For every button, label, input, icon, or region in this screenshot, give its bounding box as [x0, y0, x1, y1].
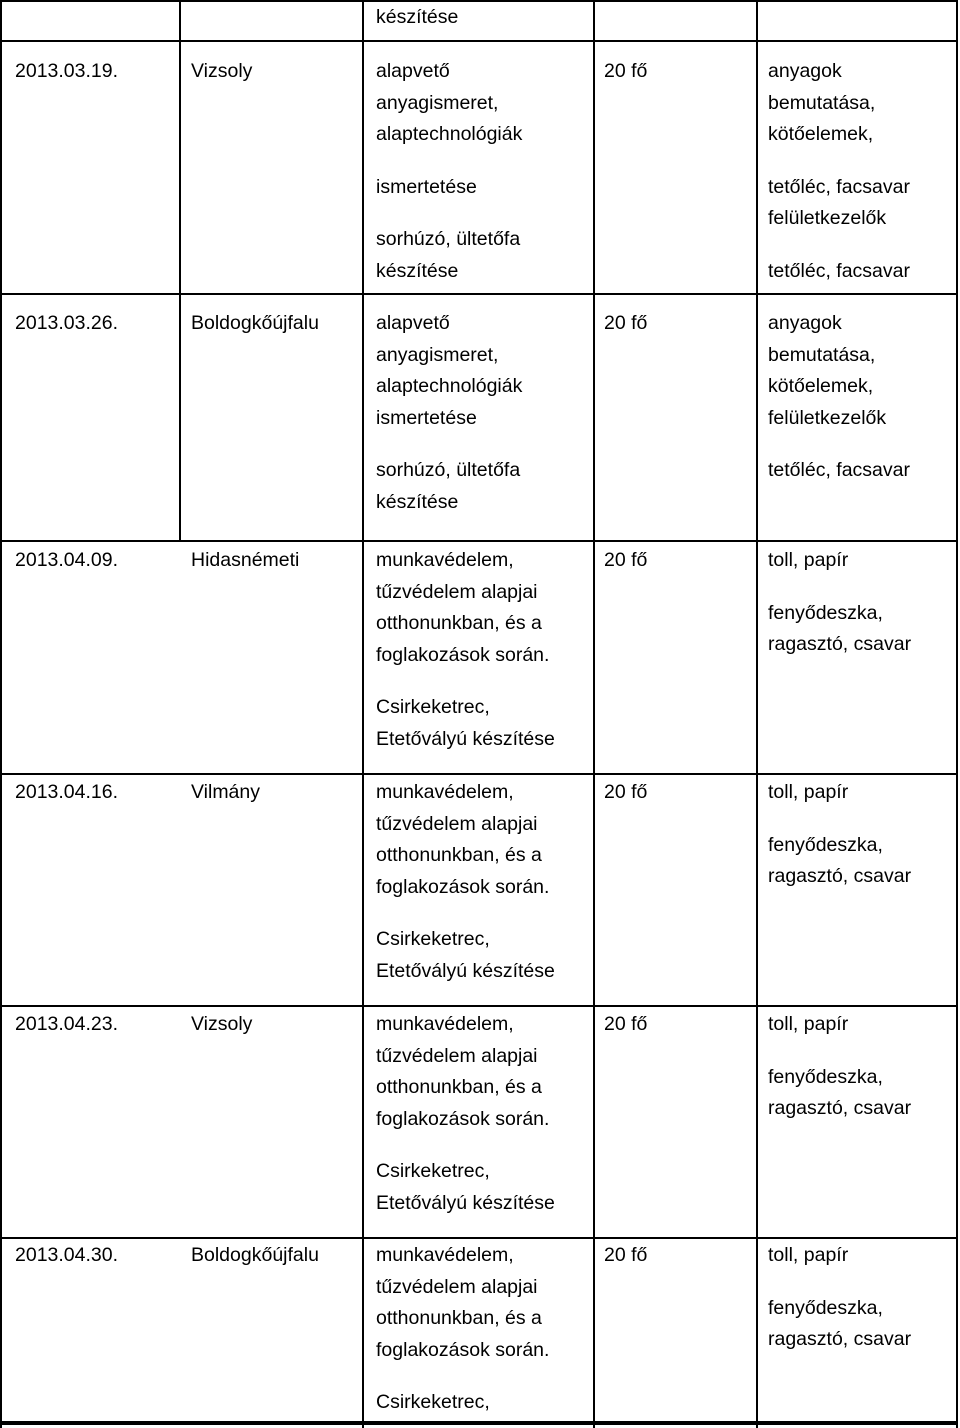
participants-cell: 20 fő — [604, 1013, 648, 1035]
materials-line: anyagok — [768, 60, 842, 82]
topic-line: otthonunkban, és a — [376, 844, 542, 866]
materials-line — [768, 151, 910, 172]
topic-line: foglakozások során. — [376, 1338, 550, 1361]
materials-line: fenyődeszka, — [768, 1065, 883, 1088]
topic-line — [376, 203, 522, 224]
materials-line: toll, papír — [768, 1244, 849, 1266]
row-border — [0, 293, 958, 295]
topic-line — [376, 151, 522, 172]
materials-cell — [768, 1009, 911, 1125]
topic-line: készítése — [376, 259, 459, 282]
topic-line: munkavédelem, — [376, 781, 514, 803]
column-border — [179, 0, 181, 541]
topic-cell — [376, 56, 522, 287]
topic-line: Etetővályú készítése — [376, 727, 555, 750]
participants-cell: 20 fő — [604, 60, 648, 82]
date-cell: 2013.04.16. — [15, 781, 119, 803]
participants-cell: 20 fő — [604, 1244, 648, 1266]
materials-cell — [768, 308, 910, 487]
topic-line — [376, 1366, 549, 1387]
materials-line: felületkezelők — [768, 207, 887, 229]
materials-cell — [768, 56, 910, 287]
materials-line: toll, papír — [768, 549, 849, 571]
column-border — [0, 0, 2, 1428]
materials-line: felületkezelők — [768, 406, 887, 429]
materials-line — [768, 809, 911, 830]
materials-line: fenyődeszka, — [768, 833, 883, 856]
location-cell: Hidasnémeti — [191, 549, 300, 571]
row-border — [0, 1237, 958, 1239]
topic-line: Csirkeketrec, — [376, 696, 490, 718]
table-top-border — [0, 0, 958, 2]
column-border — [593, 0, 595, 1428]
materials-line: ragasztó, csavar — [768, 633, 912, 655]
topic-cell — [376, 1009, 555, 1219]
materials-line: toll, papír — [768, 781, 849, 803]
topic-line — [376, 1135, 555, 1156]
topic-line: foglakozások során. — [376, 643, 550, 666]
materials-line: anyagok — [768, 312, 842, 334]
materials-line: bemutatása, — [768, 343, 876, 366]
table-bottom-border — [0, 1421, 958, 1425]
topic-line: ismertetése — [376, 175, 477, 198]
materials-line: tetőléc, facsavar — [768, 459, 910, 481]
topic-line: Csirkeketrec, — [376, 1391, 490, 1413]
topic-line: készítése — [376, 490, 459, 513]
materials-line — [768, 1041, 911, 1062]
topic-cell — [376, 777, 555, 987]
topic-line — [376, 671, 555, 692]
materials-cell — [768, 1240, 911, 1356]
participants-cell: 20 fő — [604, 549, 648, 571]
row-border — [0, 40, 958, 42]
materials-line: fenyődeszka, — [768, 601, 883, 624]
column-border — [362, 0, 364, 1428]
topic-line: Etetővályú készítése — [376, 959, 555, 982]
materials-line: ragasztó, csavar — [768, 1328, 912, 1350]
topic-line: alapvető — [376, 60, 450, 82]
topic-line: sorhúzó, ültetőfa — [376, 228, 521, 250]
topic-line: munkavédelem, — [376, 1013, 514, 1035]
materials-line: bemutatása, — [768, 91, 876, 114]
participants-cell: 20 fő — [604, 781, 648, 803]
materials-line: tetőléc, facsavar — [768, 259, 910, 282]
materials-line: kötőelemek, — [768, 123, 874, 145]
materials-cell — [768, 545, 911, 661]
topic-line: foglakozások során. — [376, 1107, 550, 1130]
location-cell: Boldogkőújfalu — [191, 312, 319, 334]
topic-line: ismertetése — [376, 406, 477, 429]
materials-line: ragasztó, csavar — [768, 865, 912, 887]
topic-line: foglakozások során. — [376, 875, 550, 898]
topic-cell — [376, 1240, 549, 1419]
materials-line: ragasztó, csavar — [768, 1097, 912, 1119]
topic-line: Etetővályú készítése — [376, 1191, 555, 1214]
location-cell: Vilmány — [191, 781, 261, 803]
materials-line — [768, 434, 910, 455]
date-cell: 2013.03.26. — [15, 312, 119, 334]
date-cell: 2013.03.19. — [15, 60, 119, 82]
topic-line: alaptechnológiák — [376, 375, 523, 397]
materials-line — [768, 577, 911, 598]
topic-cell — [376, 308, 522, 518]
materials-line — [768, 235, 910, 256]
materials-line: toll, papír — [768, 1013, 849, 1035]
date-cell: 2013.04.30. — [15, 1244, 119, 1266]
topic-line: tűzvédelem alapjai — [376, 580, 538, 603]
topic-line: Csirkeketrec, — [376, 1160, 490, 1182]
column-border — [756, 0, 758, 1428]
topic-line: Csirkeketrec, — [376, 928, 490, 950]
topic-line: tűzvédelem alapjai — [376, 812, 538, 835]
topic-line: alapvető — [376, 312, 450, 334]
participants-cell: 20 fő — [604, 312, 648, 334]
row-border — [0, 773, 958, 775]
row-border — [0, 540, 958, 542]
topic-line: otthonunkban, és a — [376, 1307, 542, 1329]
topic-line: tűzvédelem alapjai — [376, 1275, 538, 1298]
topic-line: sorhúzó, ültetőfa — [376, 459, 521, 481]
location-cell: Vizsoly — [191, 60, 253, 82]
materials-cell — [768, 777, 911, 893]
topic-line: otthonunkban, és a — [376, 1076, 542, 1098]
materials-line: tetőléc, facsavar — [768, 175, 910, 198]
topic-line: otthonunkban, és a — [376, 612, 542, 634]
location-cell: Boldogkőújfalu — [191, 1244, 319, 1266]
row-border — [0, 1005, 958, 1007]
materials-line: kötőelemek, — [768, 375, 874, 397]
topic-line: munkavédelem, — [376, 549, 514, 571]
topic-line — [376, 903, 555, 924]
topic-line: anyagismeret, — [376, 343, 499, 366]
topic-cell — [376, 545, 555, 755]
materials-line: fenyődeszka, — [768, 1296, 883, 1319]
topic-line: tűzvédelem alapjai — [376, 1044, 538, 1067]
continued-topic-fragment: készítése — [376, 6, 459, 28]
date-cell: 2013.04.23. — [15, 1013, 119, 1035]
location-cell: Vizsoly — [191, 1013, 253, 1035]
date-cell: 2013.04.09. — [15, 549, 119, 571]
materials-line — [768, 1272, 911, 1293]
topic-line: anyagismeret, — [376, 91, 499, 114]
column-border — [956, 0, 958, 1428]
topic-line: alaptechnológiák — [376, 123, 523, 145]
topic-line: munkavédelem, — [376, 1244, 514, 1266]
topic-line — [376, 434, 522, 455]
